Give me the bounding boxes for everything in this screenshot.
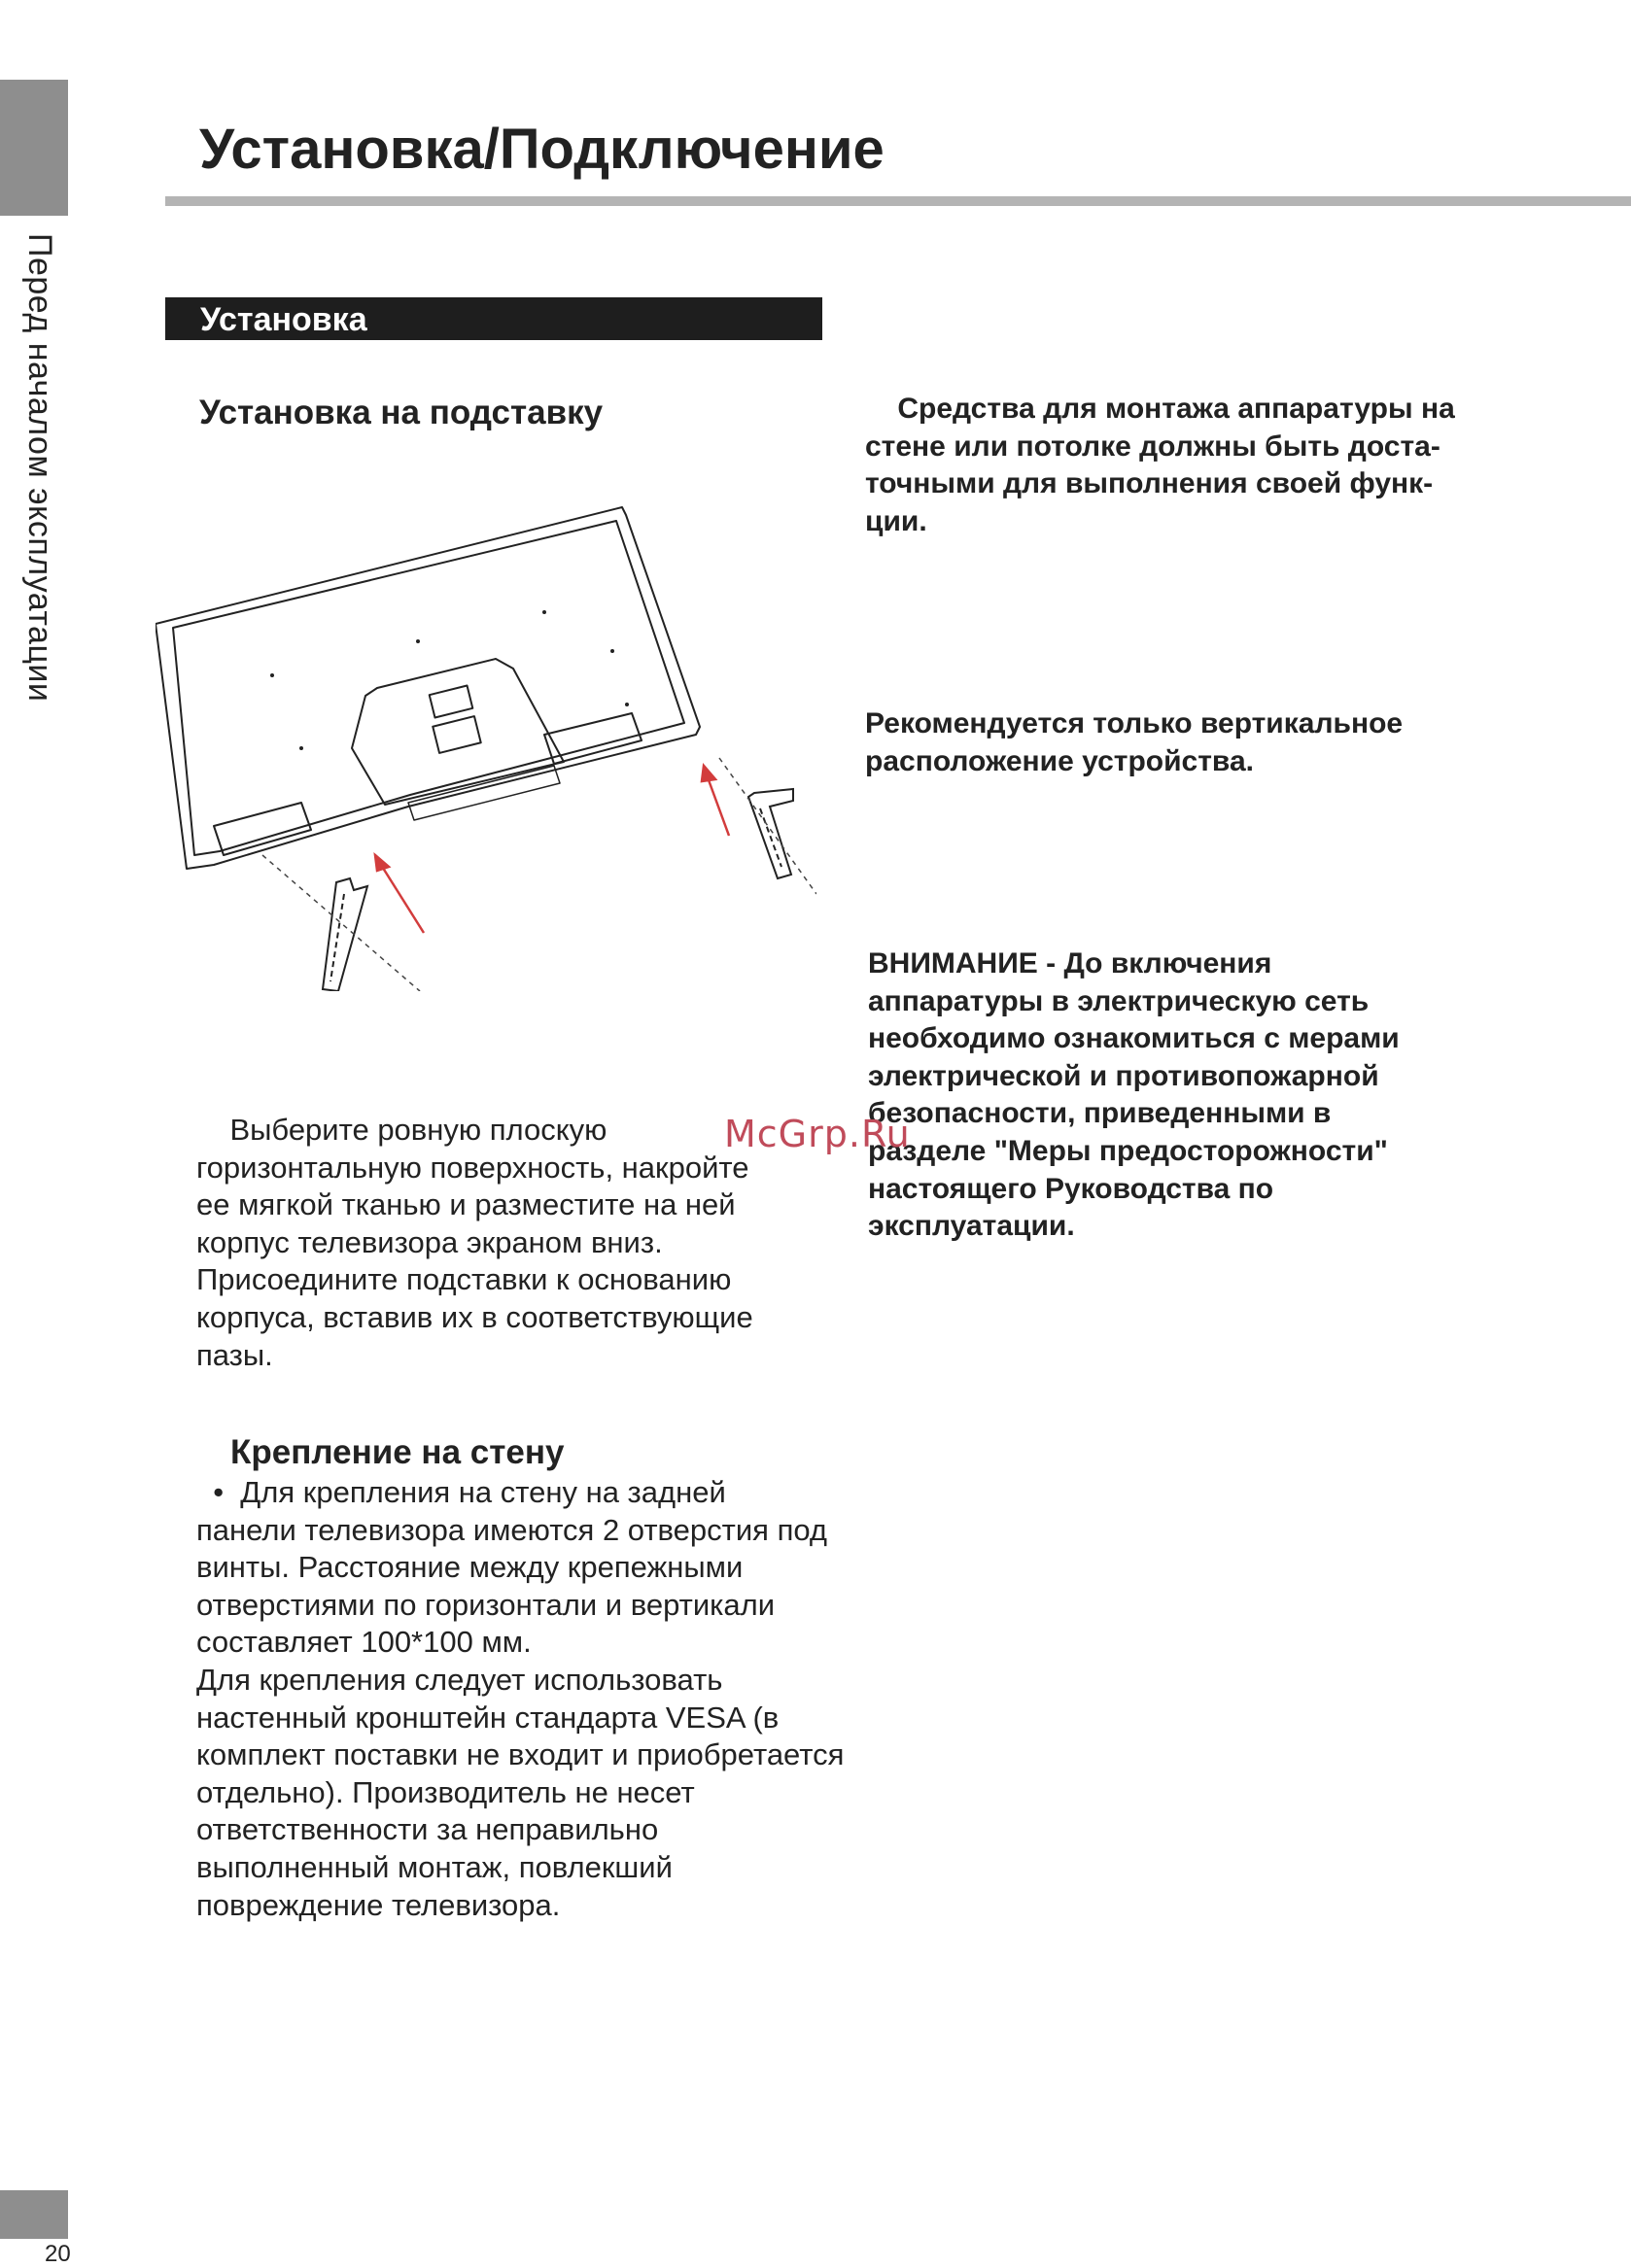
page-number: 20 bbox=[45, 2241, 71, 2267]
stand-heading: Установка на подставку bbox=[199, 394, 604, 431]
tv-back-outline bbox=[156, 507, 700, 869]
left-arrow-head bbox=[375, 855, 389, 871]
screw-hole bbox=[625, 703, 629, 706]
tv-label-plate-2 bbox=[433, 716, 480, 753]
screw-hole bbox=[610, 649, 614, 653]
tv-stand-illustration bbox=[156, 505, 816, 991]
stand-instructions: Выберите ровную плоскую горизонтальную поверхность, накройте ее мягкой тканью и разместите на ней корпус телевизора экраном вниз. Присоедините подставки к основанию корпуса, вставив их в соответствующие пазы. bbox=[196, 1113, 753, 1372]
left-stand-leg bbox=[323, 878, 367, 991]
right-arrow-head bbox=[702, 766, 715, 781]
left-arrow bbox=[381, 865, 424, 933]
screw-hole bbox=[542, 610, 546, 614]
side-tab-bottom bbox=[0, 2190, 68, 2239]
section-title: Установка bbox=[200, 301, 367, 338]
side-tab-top bbox=[0, 80, 68, 216]
screw-hole bbox=[299, 746, 303, 750]
warning-note: ВНИМАНИЕ - До включения аппаратуры в электрическую сеть необходимо ознакомиться с мерами электрической и противопожарной безопасности, приведенными в разделе "Меры предосторожности" настоящего Руководства по эксплуатации. bbox=[868, 947, 1400, 1243]
right-guide-line bbox=[719, 758, 816, 894]
right-arrow bbox=[708, 777, 729, 836]
watermark: McGrp.Ru bbox=[724, 1113, 911, 1155]
screw-hole bbox=[270, 673, 274, 677]
wall-heading: Крепление на стену bbox=[230, 1433, 565, 1471]
screw-hole bbox=[416, 639, 420, 643]
orientation-note: Рекомендуется только вертикальное расположение устройства. bbox=[865, 707, 1404, 777]
tv-label-plate bbox=[430, 686, 473, 718]
title-rule bbox=[165, 196, 1631, 206]
wall-instructions: • Для крепления на стену на задней панели телевизора имеются 2 отверстия под винты. Расстояние между крепежными отверстиями по горизонтали и вертикали составляет 100*100 мм. Для крепления следует использовать настенный кронштейн стандарта VESA (в комплект поставки не входит и приобретается отдельно). Производитель не несет ответственности за неправильно выполненный монтаж, повлекший повреждение телевизора. bbox=[196, 1475, 845, 1922]
sidebar-chapter-label: Перед началом эксплуатации bbox=[21, 233, 58, 703]
left-guide-line bbox=[262, 855, 420, 991]
right-stand-leg bbox=[748, 789, 793, 878]
tv-back-inner bbox=[173, 521, 684, 855]
mount-strength-note: Средства для монтажа аппаратуры на стене или потолке должны быть доста- точными для выполнения своей функ- ции. bbox=[865, 393, 1455, 537]
section-bar bbox=[165, 297, 822, 340]
page-title: Установка/Подключение bbox=[199, 118, 885, 181]
